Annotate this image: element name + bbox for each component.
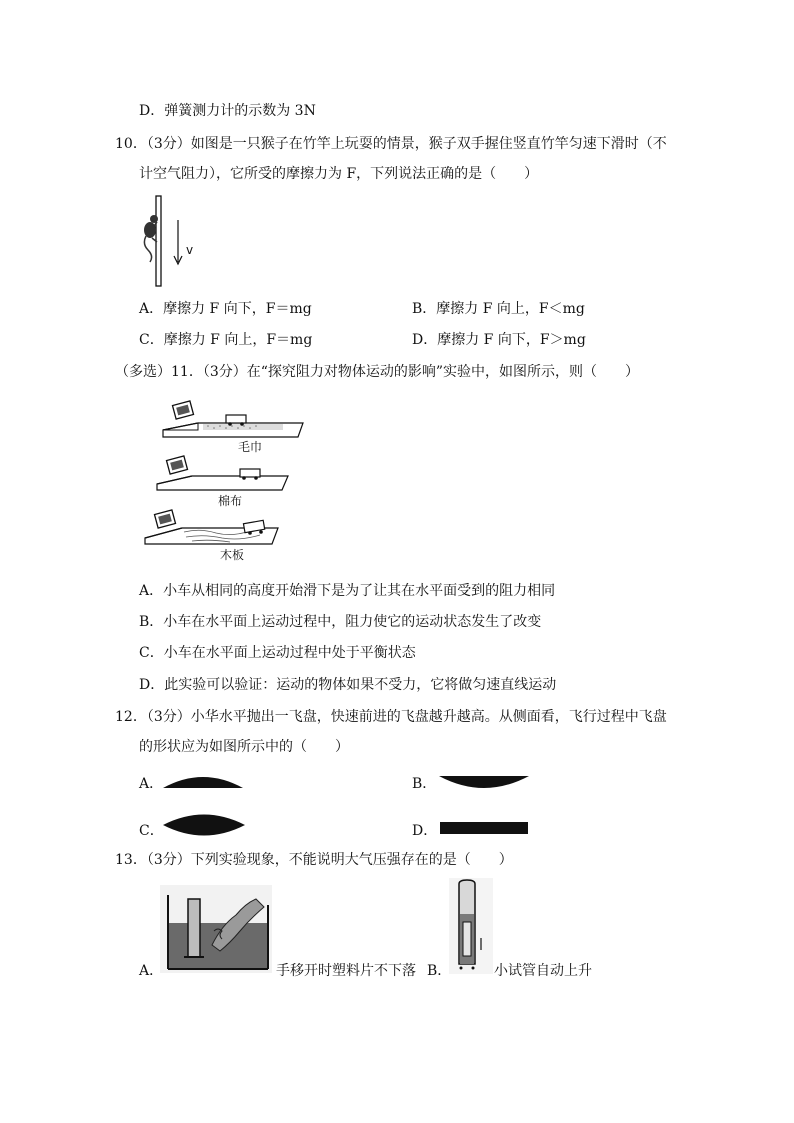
disc-shape-c bbox=[162, 810, 246, 840]
q11-option-a: A．小车从相同的高度开始滑下是为了让其在水平面受到的阻力相同 bbox=[139, 583, 556, 599]
test-tube-experiment-photo bbox=[449, 878, 493, 974]
q10-option-d: D．摩擦力 F 向下，F＞mg bbox=[412, 332, 586, 348]
q13-caption-b: 小试管自动上升 bbox=[494, 963, 592, 979]
q12-stem-line1: 12．（3分）小华水平抛出一飞盘，快速前进的飞盘越升越高。从侧面看，飞行过程中飞盘 bbox=[115, 709, 667, 725]
q11-option-d: D．此实验可以验证：运动的物体如果不受力，它将做匀速直线运动 bbox=[139, 677, 557, 693]
q13-option-a: A． bbox=[139, 963, 164, 979]
q12-stem-line2: 的形状应为如图所示中的（ ） bbox=[139, 739, 349, 755]
monkey-on-pole-figure bbox=[132, 192, 202, 287]
q11-option-c: C．小车在水平面上运动过程中处于平衡状态 bbox=[139, 645, 416, 661]
q10-stem-line2: 计空气阻力），它所受的摩擦力为 F，下列说法正确的是（ ） bbox=[139, 166, 539, 182]
q13-caption-a: 手移开时塑料片不下落 bbox=[276, 963, 416, 979]
q12-option-a: A． bbox=[139, 776, 164, 792]
q13-stem-line1: 13．（3分）下列实验现象，不能说明大气压强存在的是（ ） bbox=[115, 852, 513, 868]
towel-ramp-figure bbox=[158, 395, 308, 455]
q9-option-d: D．弹簧测力计的示数为 3N bbox=[139, 103, 316, 119]
q11-option-b: B．小车在水平面上运动过程中，阻力使它的运动状态发生了改变 bbox=[139, 614, 542, 630]
cotton-ramp-figure bbox=[152, 452, 292, 510]
velocity-label: v bbox=[186, 243, 194, 257]
surface-label-cotton: 棉布 bbox=[218, 494, 243, 508]
disc-shape-b bbox=[438, 774, 530, 794]
q10-option-a: A．摩擦力 F 向下，F＝mg bbox=[139, 301, 312, 317]
surface-label-wood: 木板 bbox=[220, 548, 245, 562]
disc-shape-d bbox=[440, 821, 528, 835]
wood-ramp-figure bbox=[140, 506, 285, 564]
q12-option-c: C． bbox=[139, 823, 164, 839]
q13-option-b: B． bbox=[427, 963, 452, 979]
surface-label-towel: 毛巾 bbox=[238, 440, 263, 454]
disc-shape-a bbox=[162, 772, 244, 792]
plastic-sheet-experiment-photo bbox=[160, 885, 272, 973]
q12-option-b: B． bbox=[412, 776, 437, 792]
q12-option-d: D． bbox=[412, 823, 438, 839]
q10-stem-line1: 10．（3分）如图是一只猴子在竹竿上玩耍的情景，猴子双手握住竖直竹竿匀速下滑时（不 bbox=[115, 136, 667, 152]
q11-stem-line1: （多选）11．（3分）在“探究阻力对物体运动的影响”实验中，如图所示，则（ ） bbox=[115, 364, 640, 380]
q10-option-c: C．摩擦力 F 向上，F＝mg bbox=[139, 332, 313, 348]
q10-option-b: B．摩擦力 F 向上，F＜mg bbox=[412, 301, 585, 317]
